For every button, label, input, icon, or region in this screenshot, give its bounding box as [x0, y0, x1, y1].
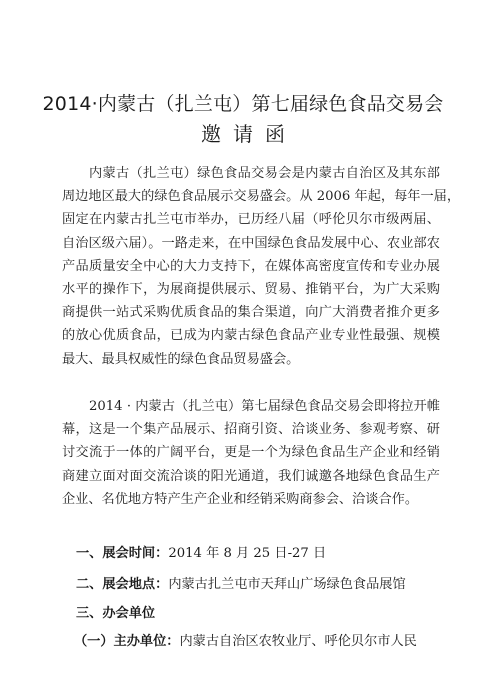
host-organizer [74, 630, 417, 649]
paragraph-line: 水平的操作下，为展商提供展示、贸易、推销平台，为广大采购 [62, 281, 440, 297]
exhibition-time-label: 一、展会时间： [76, 546, 169, 561]
paragraph-line: 自治区级六届）。一路走来，在中国绿色食品发展中心、农业部农 [62, 235, 440, 251]
intro-paragraph [62, 162, 461, 371]
paragraph-line: 商提供一站式采购优质食品的集合渠道，向广大消费者推介更多 [62, 305, 440, 321]
paragraph-line: 幕，这是一个集产品展示、招商引资、洽谈业务、参观考察、研 [62, 422, 440, 438]
paragraph-line: 商建立面对面交流洽谈的阳光通道，我们诚邀各地绿色食品生产 [62, 468, 440, 484]
exhibition-location [76, 573, 406, 592]
paragraph-line: 周边地区最大的绿色食品展示交易盛会。从 2006 年起，每年一届， [62, 189, 461, 205]
paragraph-line: 内蒙古（扎兰屯）绿色食品交易会是内蒙古自治区及其东部 [89, 166, 440, 181]
exhibition-time-value: 2014 年 8 月 25 日-27 日 [168, 546, 327, 561]
paragraph-line: 最大、最具权威性的绿色食品贸易盛会。 [62, 351, 300, 367]
invitation-paragraph [62, 395, 440, 511]
paragraph-line: 固定在内蒙古扎兰屯市举办，已历经八届（呼伦贝尔市级两届、 [62, 212, 440, 228]
host-organizer-value: 内蒙古自治区农牧业厅、呼伦贝尔市人民 [179, 634, 417, 649]
exhibition-location-label: 二、展会地点： [76, 577, 169, 592]
exhibition-location-value: 内蒙古扎兰屯市天拜山广场绿色食品展馆 [168, 577, 406, 592]
organizers-heading: 三、办会单位 [76, 606, 156, 621]
paragraph-line: 产品质量安全中心的大力支持下，在媒体高密度宣传和专业办展 [62, 258, 440, 274]
host-organizer-label: （一）主办单位： [74, 634, 180, 649]
document-subtitle: 邀请函 [201, 122, 297, 146]
paragraph-line: 企业、名优地方特产生产企业和经销采购商参会、洽谈合作。 [62, 491, 419, 507]
document-title: 2014·内蒙古（扎兰屯）第七届绿色食品交易会 [42, 93, 444, 115]
paragraph-line: 讨交流于一体的广阔平台，更是一个为绿色食品生产企业和经销 [62, 445, 440, 461]
exhibition-time [76, 542, 326, 561]
paragraph-line: 的放心优质食品，已成为内蒙古绿色食品产业专业性最强、规模 [62, 328, 440, 344]
paragraph-line: 2014 · 内蒙古（扎兰屯）第七届绿色食品交易会即将拉开帷 [89, 399, 440, 414]
